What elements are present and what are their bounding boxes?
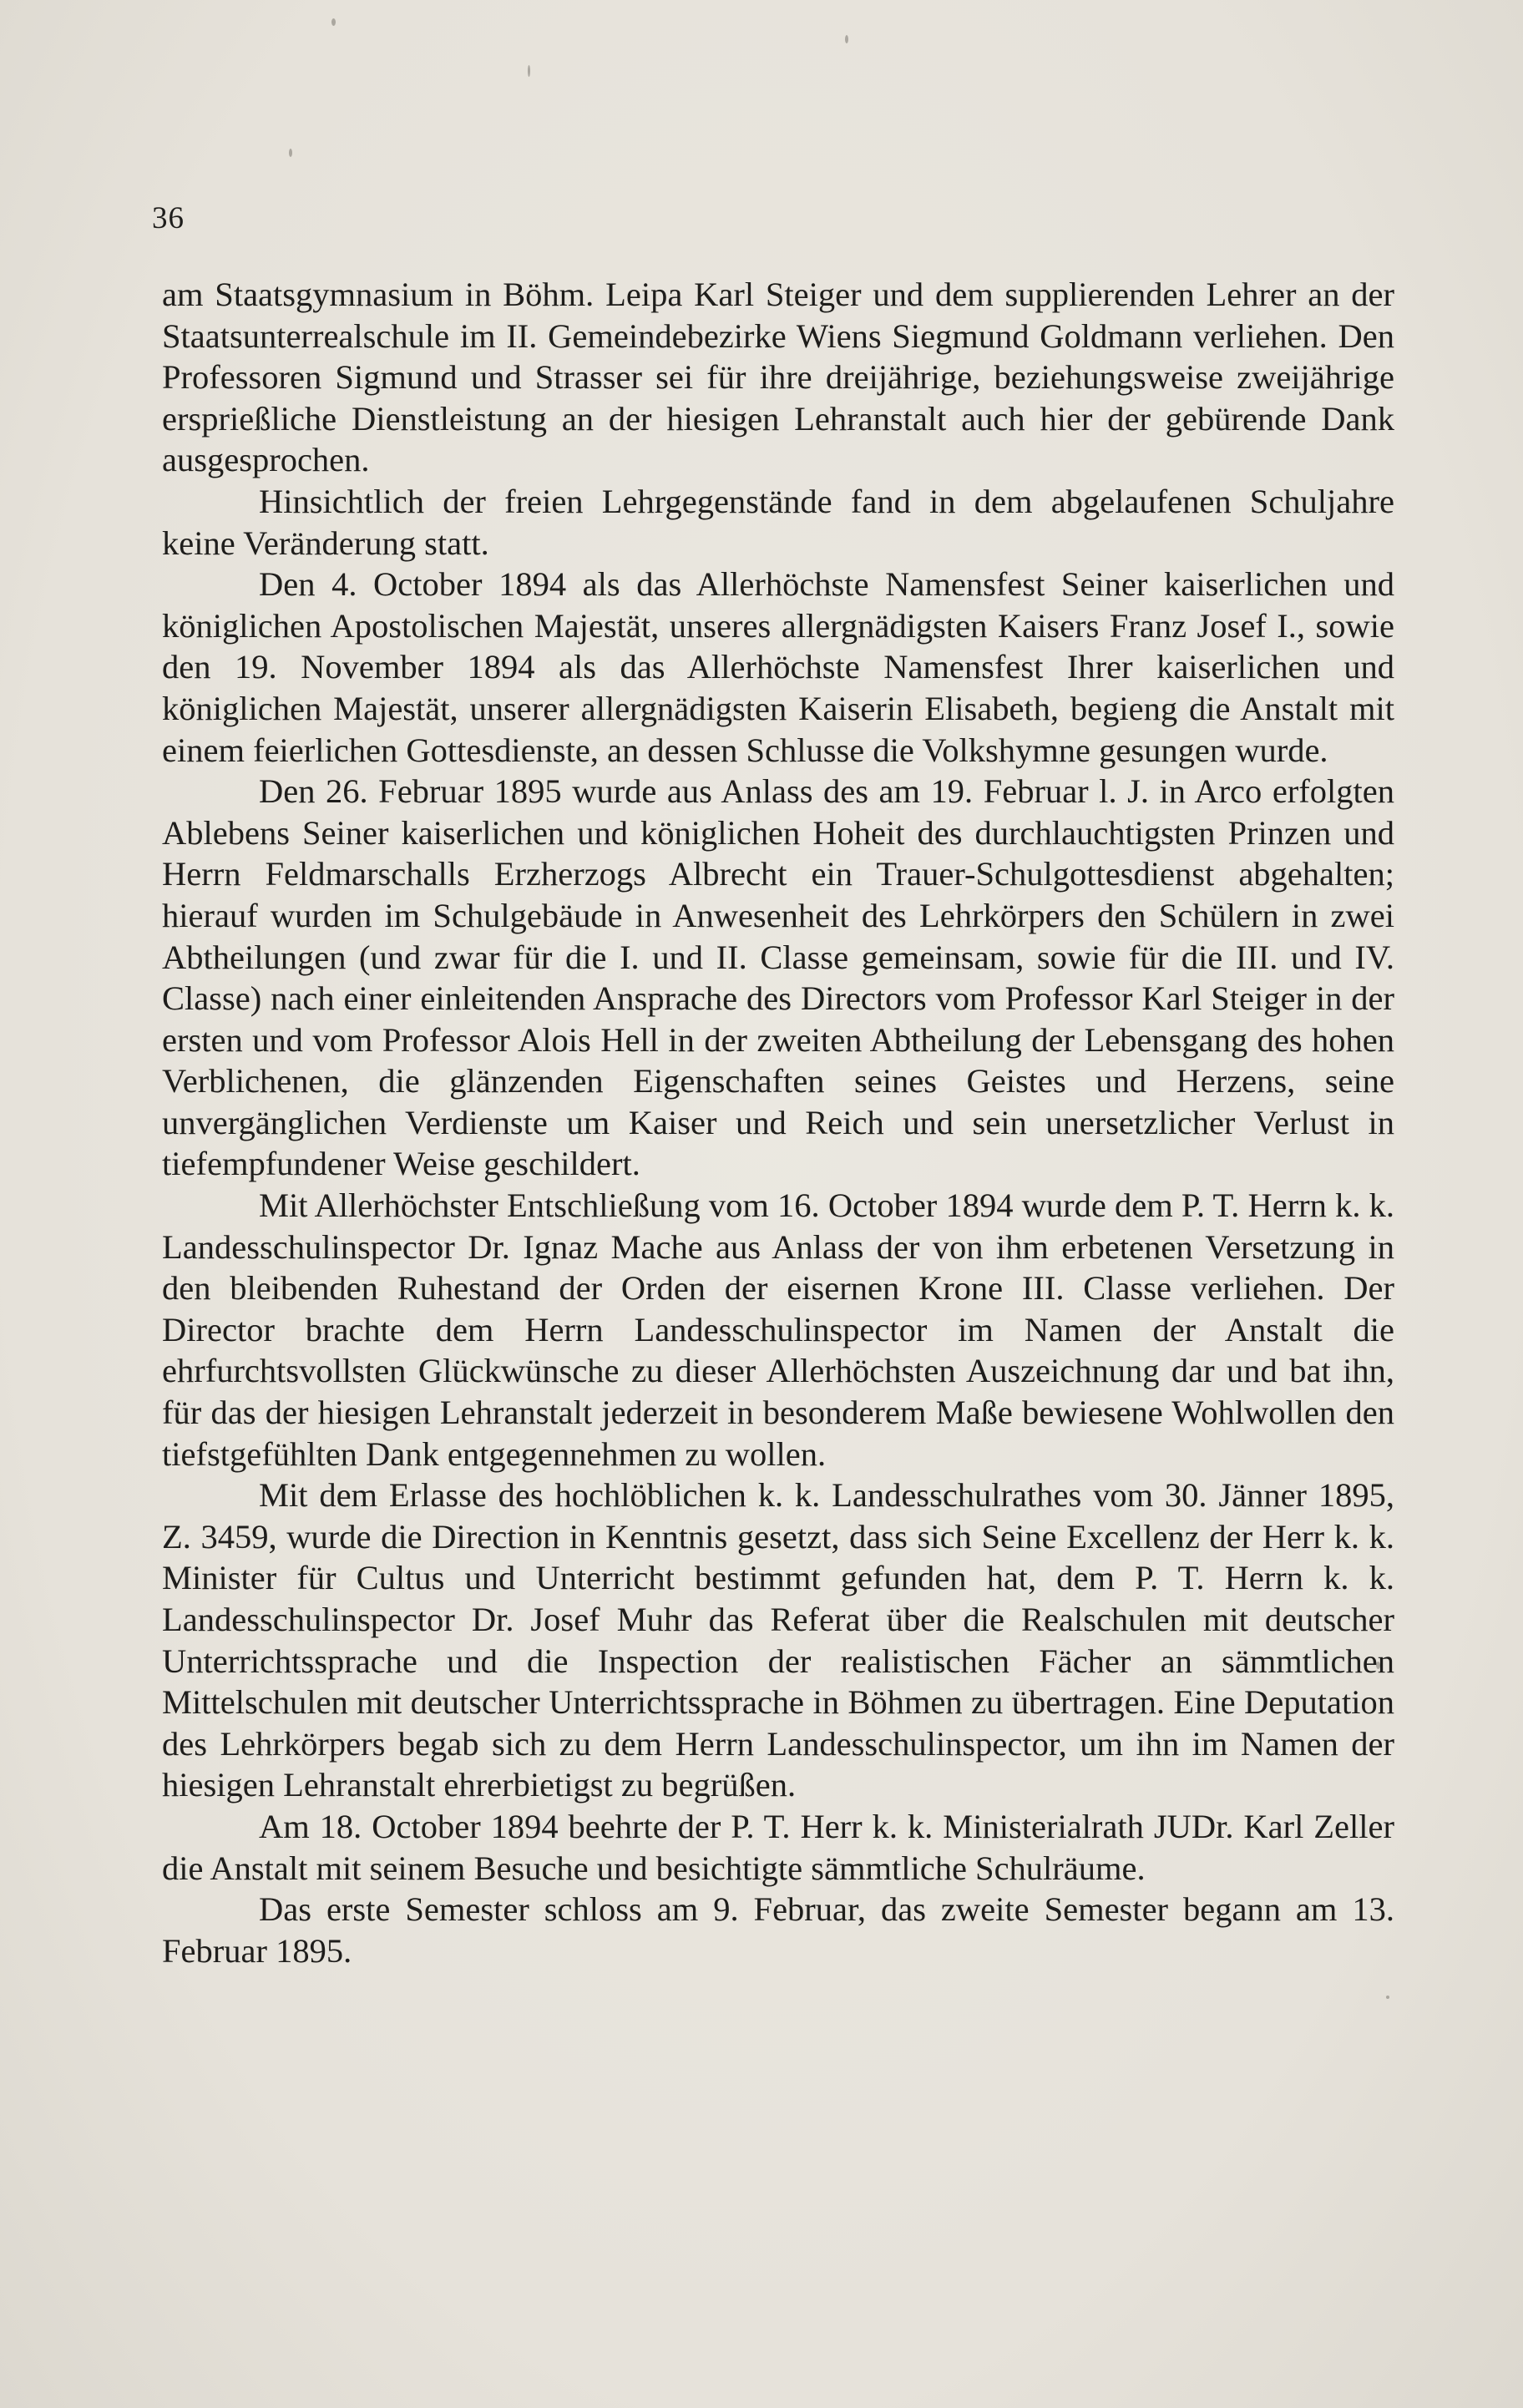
- paper-speck: [528, 65, 530, 77]
- paper-speck: [289, 149, 292, 157]
- page-number: 36: [152, 201, 185, 235]
- paper-speck: [331, 18, 336, 26]
- paragraph-semester-dates: Das erste Semester schloss am 9. Februar, das zweite Semester begann am 13. Februar 1895.: [162, 1890, 1394, 1970]
- paragraph-ministerial-visit: Am 18. October 1894 beehrte der P. T. Herr k. k. Ministerialrath JUDr. Karl Zeller die Anstalt mit seinem Besuche und besichtigte sämmtliche Schulräume.: [162, 1807, 1394, 1887]
- paper-speck: [1386, 1996, 1389, 1999]
- paragraph-inspector-appointment: Mit dem Erlasse des hochlöblichen k. k. Landesschulrathes vom 30. Jänner 1895, Z. 3459, wurde die Direction in Kenntnis gesetzt, dass sich Seine Excellenz der Herr k. k. Minister für Cultus und Unterricht bestimmt gefunden hat, dem P. T. Herrn k. k. Landesschulinspector Dr. Josef Muhr das Referat über die Realschulen mit deutscher Unterrichtssprache und die Inspection der realistischen Fächer an sämmtlichen Mittelschulen mit deutscher Unterrichtssprache in Böhmen zu übertragen. Eine Deputation des Lehrkörpers begab sich zu dem Herrn Landesschulinspector, um ihn im Namen der hiesigen Lehranstalt ehrerbietigst zu begrüßen.: [162, 1476, 1394, 1804]
- paragraph-optional-subjects: Hinsichtlich der freien Lehrgegenstände fand in dem abgelaufenen Schuljahre keine Veränderung statt.: [162, 482, 1394, 562]
- paper-speck: [845, 35, 848, 43]
- paragraph-memorial-service: Den 26. Februar 1895 wurde aus Anlass des am 19. Februar l. J. in Arco erfolgten Ablebens Seiner kaiserlichen und königlichen Hoheit des durchlauchtigsten Prinzen und Herrn Feldmarschalls Erzherzogs Albrecht ein Trauer-Schulgottesdienst abgehalten; hierauf wurden im Schulgebäude in Anwesenheit des Lehrkörpers den Schülern in zwei Abtheilungen (und zwar für die I. und II. Classe gemeinsam, sowie für die III. und IV. Classe) nach einer einleitenden Ansprache des Directors vom Professor Karl Steiger in der ersten und vom Professor Alois Hell in der zweiten Abtheilung der Lebensgang des hohen Verblichenen, die glänzenden Eigenschaften seines Geistes und Herzens, seine unvergänglichen Verdienste um Kaiser und Reich und sein unersetzlicher Verlust in tiefempfundener Weise geschildert.: [162, 772, 1394, 1183]
- paragraph-order-award: Mit Allerhöchster Entschließung vom 16. October 1894 wurde dem P. T. Herrn k. k. Landesschulinspector Dr. Ignaz Mache aus Anlass der von ihm erbetenen Versetzung in den bleibenden Ruhestand der Orden der eisernen Krone III. Classe verliehen. Der Director brachte dem Herrn Landesschulinspector im Namen der Anstalt die ehrfurchtsvollsten Glückwünsche zu dieser Allerhöchsten Auszeichnung dar und bat ihn, für das der hiesigen Lehranstalt jederzeit in besonderem Maße bewiesene Wohlwollen den tiefstgefühlten Dank entgegennehmen zu wollen.: [162, 1186, 1394, 1473]
- body-text: [162, 274, 1394, 1971]
- paragraph-name-days: Den 4. October 1894 als das Allerhöchste Namensfest Seiner kaiserlichen und königlichen Apostolischen Majestät, unseres allergnädigsten Kaisers Franz Josef I., sowie den 19. November 1894 als das Allerhöchste Namensfest Ihrer kaiserlichen und königlichen Majestät, unserer allergnädigsten Kaiserin Elisabeth, begieng die Anstalt mit einem feierlichen Gottesdienste, an dessen Schlusse die Volkshymne gesungen wurde.: [162, 565, 1394, 769]
- paragraph-continuation: am Staatsgymnasium in Böhm. Leipa Karl Steiger und dem supplierenden Lehrer an der Staatsunterrealschule im II. Gemeindebezirke Wiens Siegmund Goldmann verliehen. Den Professoren Sigmund und Strasser sei für ihre dreijährige, beziehungsweise zweijährige ersprießliche Dienstleistung an der hiesigen Lehranstalt auch hier der gebürende Dank ausgesprochen.: [162, 276, 1394, 479]
